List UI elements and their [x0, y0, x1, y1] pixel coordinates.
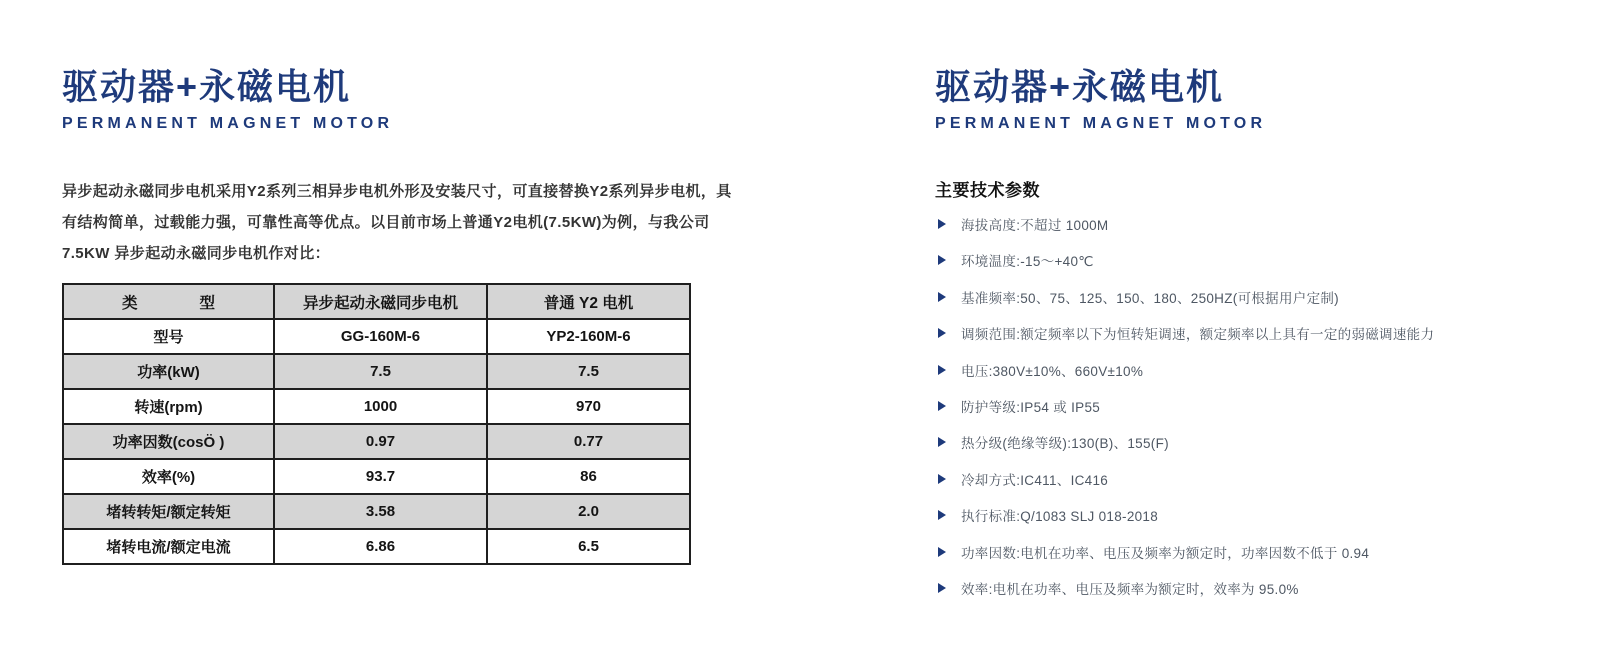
page-title: 驱动器+永磁电机	[62, 66, 352, 107]
list-item	[938, 322, 1578, 344]
row-label: 堵转电流/额定电流	[63, 529, 274, 564]
table-row	[63, 529, 690, 564]
triangle-bullet-icon	[938, 328, 946, 338]
table-row	[63, 459, 690, 494]
row-label: 型号	[63, 319, 274, 354]
row-label: 转速(rpm)	[63, 389, 274, 424]
triangle-bullet-icon	[938, 547, 946, 557]
row-value-pm: 93.7	[274, 459, 487, 494]
row-value-y2: 0.77	[487, 424, 690, 459]
spec-list	[938, 213, 1578, 613]
triangle-bullet-icon	[938, 474, 946, 484]
spec-text: 效率:电机在功率、电压及频率为额定时，效率为 95.0%	[961, 581, 1299, 597]
intro-line: 有结构简单，过载能力强，可靠性高等优点。以目前市场上普通Y2电机(7.5KW)为例，与我公司	[62, 214, 710, 231]
spec-text: 冷却方式:IC411、IC416	[961, 472, 1109, 488]
list-item	[938, 249, 1578, 271]
triangle-bullet-icon	[938, 583, 946, 593]
triangle-bullet-icon	[938, 365, 946, 375]
spec-text: 电压:380V±10%、660V±10%	[961, 363, 1144, 379]
list-item	[938, 395, 1578, 417]
row-value-pm: GG-160M-6	[274, 319, 487, 354]
row-label: 效率(%)	[63, 459, 274, 494]
intro-line: 异步起动永磁同步电机采用Y2系列三相异步电机外形及安装尺寸，可直接替换Y2系列异步电机，具	[62, 183, 732, 200]
row-value-pm: 7.5	[274, 354, 487, 389]
right-title-block	[935, 68, 1266, 133]
triangle-bullet-icon	[938, 510, 946, 520]
table-row	[63, 389, 690, 424]
col-header-type: 类 型	[63, 284, 274, 319]
row-value-y2: 7.5	[487, 354, 690, 389]
row-value-pm: 6.86	[274, 529, 487, 564]
list-item	[938, 541, 1578, 563]
row-value-y2: 86	[487, 459, 690, 494]
spec-text: 热分级(绝缘等级):130(B)、155(F)	[961, 436, 1169, 452]
spec-text: 海拔高度:不超过 1000M	[961, 218, 1109, 233]
spec-text: 调频范围:额定频率以下为恒转矩调速，额定频率以上具有一定的弱磁调速能力	[961, 327, 1435, 343]
triangle-bullet-icon	[938, 401, 946, 411]
page-subtitle: PERMANENT MAGNET MOTOR	[935, 114, 1267, 132]
tech-params-heading: 主要技术参数	[935, 181, 1040, 200]
list-item	[938, 213, 1578, 235]
list-item	[938, 359, 1578, 381]
page-subtitle: PERMANENT MAGNET MOTOR	[62, 114, 394, 132]
list-item	[938, 577, 1578, 599]
table-row	[63, 494, 690, 529]
row-value-pm: 0.97	[274, 424, 487, 459]
table-row	[63, 319, 690, 354]
row-value-y2: 2.0	[487, 494, 690, 529]
row-value-pm: 3.58	[274, 494, 487, 529]
spec-text: 环境温度:-15～+40℃	[961, 254, 1094, 270]
spec-text: 功率因数:电机在功率、电压及频率为额定时，功率因数不低于 0.94	[961, 545, 1370, 561]
comparison-table	[62, 283, 691, 565]
row-label: 功率因数(cosÖ )	[63, 424, 274, 459]
list-item	[938, 286, 1578, 308]
row-value-y2: 970	[487, 389, 690, 424]
page-title: 驱动器+永磁电机	[935, 66, 1225, 107]
triangle-bullet-icon	[938, 255, 946, 265]
row-label: 功率(kW)	[63, 354, 274, 389]
row-value-y2: 6.5	[487, 529, 690, 564]
triangle-bullet-icon	[938, 292, 946, 302]
col-header-pm-motor: 异步起动永磁同步电机	[274, 284, 487, 319]
list-item	[938, 431, 1578, 453]
list-item	[938, 504, 1578, 526]
intro-line: 7.5KW 异步起动永磁同步电机作对比：	[62, 245, 331, 262]
col-header-y2-motor: 普通 Y2 电机	[487, 284, 690, 319]
spec-text: 执行标准:Q/1083 SLJ 018-2018	[961, 509, 1159, 525]
table-row	[63, 354, 690, 389]
row-value-pm: 1000	[274, 389, 487, 424]
spec-text: 防护等级:IP54 或 IP55	[961, 399, 1101, 415]
spec-text: 基准频率:50、75、125、150、180、250HZ(可根据用户定制)	[961, 290, 1339, 306]
row-label: 堵转转矩/额定转矩	[63, 494, 274, 529]
triangle-bullet-icon	[938, 219, 946, 229]
intro-paragraph	[62, 176, 732, 269]
table-row	[63, 424, 690, 459]
triangle-bullet-icon	[938, 437, 946, 447]
table-header-row	[63, 284, 690, 319]
left-title-block	[62, 68, 393, 133]
list-item	[938, 468, 1578, 490]
row-value-y2: YP2-160M-6	[487, 319, 690, 354]
